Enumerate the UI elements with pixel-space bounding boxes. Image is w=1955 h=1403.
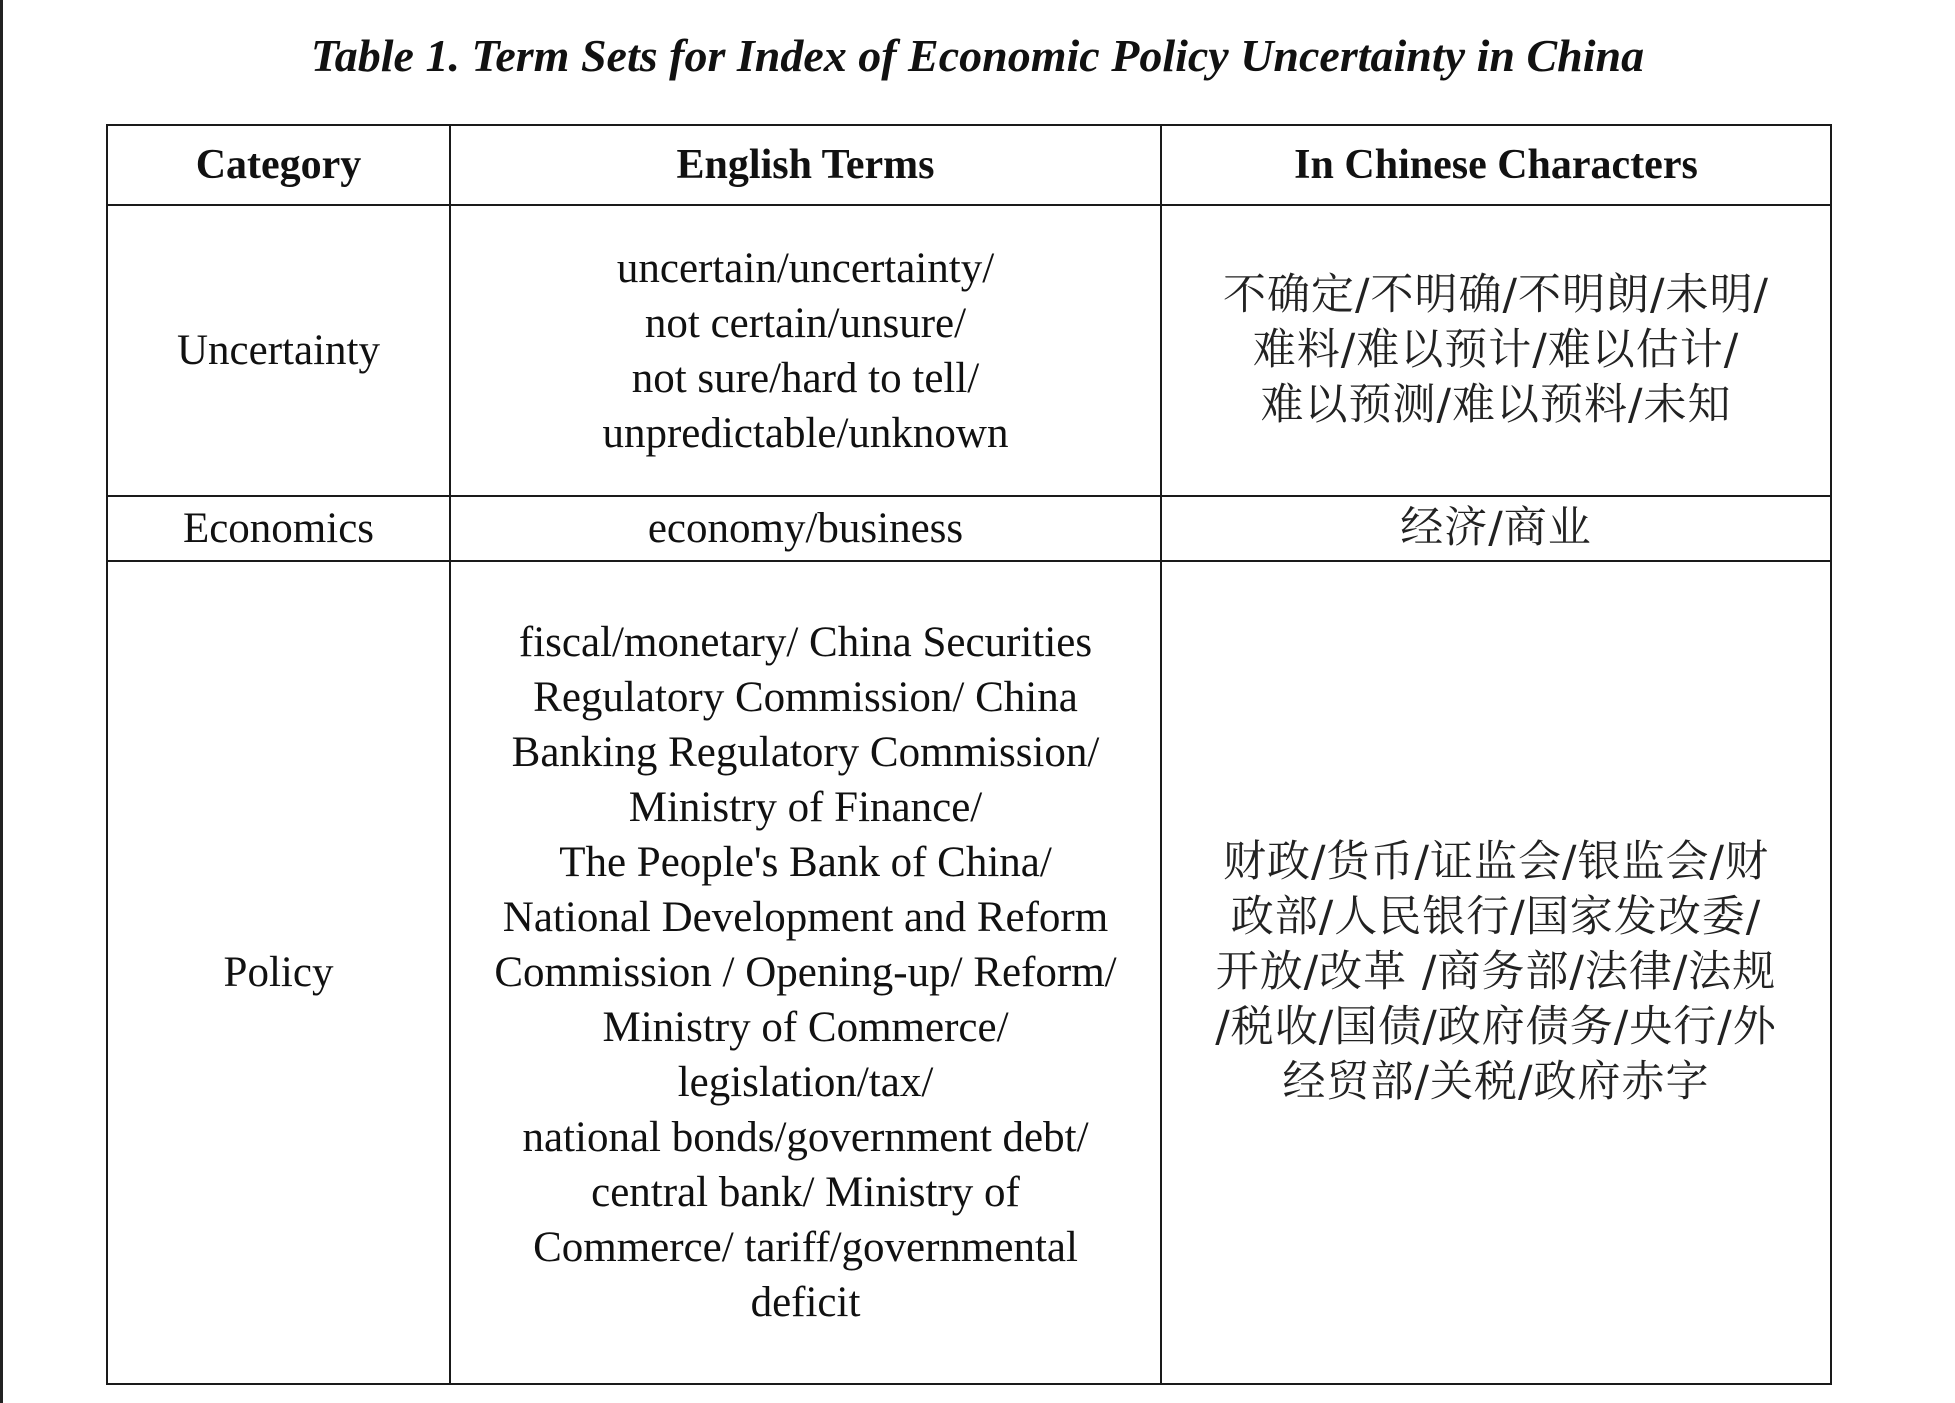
- english-term-line: Banking Regulatory Commission/: [511, 729, 1100, 776]
- chinese-terms-cell: [1161, 205, 1831, 496]
- english-term-line: Commerce/ tariff/governmental: [533, 1224, 1078, 1271]
- english-term-line: National Development and Reform: [502, 894, 1109, 941]
- english-term-line: legislation/tax/: [677, 1059, 934, 1106]
- chinese-term-line: 经济/商业: [1400, 503, 1592, 553]
- chinese-term-line: /税收/国债/政府债务/央行/外: [1215, 1002, 1777, 1052]
- english-term-line: Commission / Opening-up/ Reform/: [494, 949, 1117, 996]
- chinese-term-line: 经贸部/关税/政府赤字: [1282, 1057, 1710, 1107]
- category-cell: [107, 561, 450, 1384]
- english-term-line: Regulatory Commission/ China: [533, 674, 1078, 721]
- page-left-border: [0, 0, 3, 1403]
- english-term-line: The People's Bank of China/: [559, 839, 1052, 886]
- english-term-line: not certain/unsure/: [644, 299, 967, 347]
- english-term-line: central bank/ Ministry of: [591, 1169, 1020, 1216]
- chinese-terms-cell: [1161, 561, 1831, 1384]
- english-terms-cell: [450, 205, 1161, 496]
- chinese-term-line: 难料/难以预计/难以估计/: [1252, 325, 1740, 375]
- category-label: Economics: [182, 505, 375, 552]
- chinese-term-line: 政部/人民银行/国家发改委/: [1230, 892, 1762, 942]
- english-term-line: fiscal/monetary/ China Securities: [518, 619, 1093, 666]
- category-label: Policy: [223, 949, 334, 996]
- chinese-term-line: 不确定/不明确/不明朗/未明/: [1223, 270, 1769, 320]
- table-caption: Table 1. Term Sets for Index of Economic Policy Uncertainty in China: [310, 30, 1645, 81]
- column-header-english-terms: English Terms: [450, 125, 1161, 205]
- english-term-line: uncertain/uncertainty/: [616, 244, 995, 292]
- table-header-row: [107, 125, 1831, 205]
- english-term-line: Ministry of Finance/: [628, 784, 983, 831]
- english-terms-cell: [450, 496, 1161, 561]
- english-term-line: economy/business: [647, 505, 964, 552]
- english-term-line: not sure/hard to tell/: [631, 354, 980, 402]
- chinese-term-line: 难以预测/难以预料/未知: [1260, 380, 1732, 430]
- english-term-line: Ministry of Commerce/: [602, 1004, 1009, 1051]
- english-term-line: national bonds/government debt/: [522, 1114, 1089, 1161]
- category-label: Uncertainty: [177, 327, 380, 374]
- table-row-economics: [107, 496, 1831, 561]
- term-sets-table: [106, 124, 1832, 1385]
- category-cell: [107, 496, 450, 561]
- chinese-term-line: 财政/货币/证监会/银监会/财: [1223, 837, 1769, 887]
- category-cell: [107, 205, 450, 496]
- english-term-line: deficit: [750, 1279, 861, 1326]
- english-terms-cell: [450, 561, 1161, 1384]
- table-row-policy: [107, 561, 1831, 1384]
- chinese-terms-cell: [1161, 496, 1831, 561]
- column-header-category: Category: [107, 125, 450, 205]
- chinese-term-line: 开放/改革 /商务部/法律/法规: [1215, 947, 1777, 997]
- column-header-chinese-characters: In Chinese Characters: [1161, 125, 1831, 205]
- english-term-line: unpredictable/unknown: [602, 409, 1009, 457]
- table-row-uncertainty: [107, 205, 1831, 496]
